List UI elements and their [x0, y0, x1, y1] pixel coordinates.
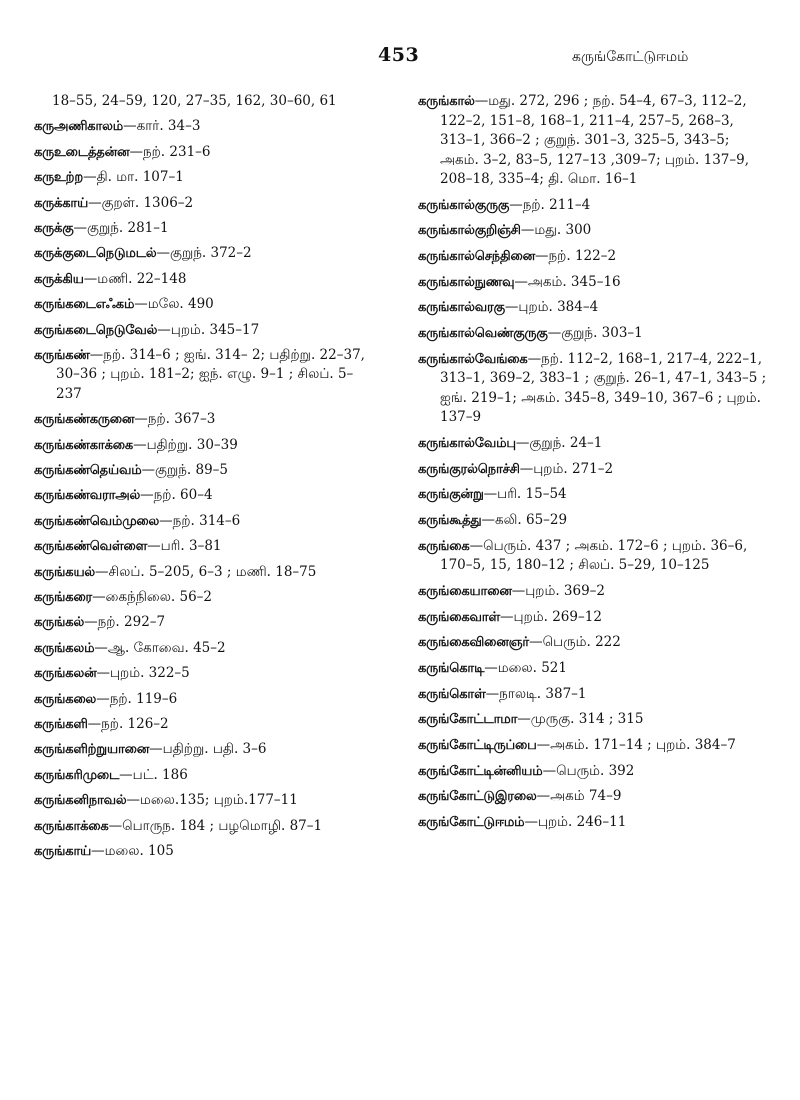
index-entry [418, 537, 768, 576]
entry-separator: — [126, 792, 141, 809]
entry-headword: கருங்கோட்டிருப்பை [418, 738, 537, 754]
entry-references: பொருந. 184 ; பழமொழி. 87–1 [122, 817, 323, 834]
index-entry [34, 791, 374, 811]
entry-references: மலை.135; புறம்.177–11 [140, 792, 298, 809]
entry-headword: கருங்காக்கை [34, 818, 109, 834]
entry-headword: கருங்கால்வரகு [418, 300, 505, 316]
index-entry [418, 633, 768, 653]
entry-headword: கருங்கைவினைஞர் [418, 635, 530, 651]
entry-separator: — [156, 245, 171, 262]
entry-separator: — [536, 788, 551, 805]
index-entry [34, 168, 374, 188]
index-entry [34, 537, 374, 557]
entry-separator: — [134, 296, 148, 313]
entry-references: புறம். 369–2 [525, 582, 606, 599]
entry-references: பெரும். 392 [556, 762, 635, 779]
entry-headword: கருங்கால்செந்தினை [418, 249, 536, 265]
entry-headword: கருஉடைத்தன்ன [34, 144, 130, 160]
index-entry [34, 740, 374, 760]
entry-headword: கருங்காய் [34, 843, 92, 859]
entry-headword: கருங்கொள் [418, 686, 486, 702]
entry-separator: — [547, 325, 562, 342]
entry-headword: கருங்குரல்நொச்சி [418, 461, 520, 477]
entry-separator: — [133, 436, 147, 453]
entry-headword: கருங்கை [418, 538, 470, 554]
entry-references: தி. மா. 107–1 [96, 169, 184, 186]
entry-references: அகம் 74–9 [550, 788, 622, 805]
index-entry [418, 485, 768, 505]
entry-separator: — [96, 690, 110, 707]
entry-separator: — [484, 660, 498, 676]
entry-references: கலி. 65–29 [495, 512, 568, 529]
entry-separator: — [524, 814, 538, 831]
entry-references: மலை. 521 [497, 660, 567, 676]
entry-headword: கருங்கலன் [34, 666, 97, 682]
entry-separator: — [469, 537, 484, 554]
entry-separator: — [73, 219, 88, 236]
index-entry [34, 588, 374, 608]
entry-headword: கருக்காய் [34, 195, 89, 211]
entry-references: பெரும். 437 ; அகம். 172–6 ; புறம். 36–6, 170–5, 15, 180–12 ; சிலப். 5–29, 10–125 [440, 537, 748, 574]
entry-references: நற். 211–4 [522, 196, 591, 213]
entry-separator: — [123, 118, 137, 135]
entry-references: நற். 112–2, 168–1, 217–4, 222–1, 313–1, 369–2, 383–1 ; குறுந். 26–1, 47–1, 343–5 ; ஐங். 219–1; அகம். 345–8, 349–10, 367–6 ; புறம். 137–9 [440, 350, 767, 426]
entry-references: பதிற்று. பதி. 3–6 [162, 741, 267, 758]
page-number: 453 [378, 44, 420, 66]
entry-headword: கருங்கலை [34, 691, 97, 707]
entry-separator: — [87, 715, 102, 732]
entry-separator: — [474, 93, 489, 109]
entry-headword: கருங்கண்வராஅல் [34, 488, 141, 504]
right-entry-list [418, 92, 768, 833]
entry-headword: கருங்கரிமுடை [34, 767, 120, 783]
entry-headword: கருங்கனிநாவல் [34, 793, 127, 809]
entry-references: குறுந். 24–1 [529, 435, 603, 451]
entry-headword: கருங்கைவாள் [418, 609, 501, 625]
entry-headword: கருங்கண்வெள்ளை [34, 539, 148, 555]
entry-references: நற். 314–6 [172, 512, 241, 529]
entry-separator: — [520, 222, 535, 239]
entry-headword: கருக்கு [34, 220, 74, 236]
entry-references: குறுந். 281–1 [87, 219, 169, 236]
entry-separator: — [514, 273, 528, 290]
entry-headword: கருங்கலம் [34, 640, 95, 656]
index-entry [418, 608, 768, 628]
index-entry [34, 766, 374, 786]
entry-separator: — [511, 582, 526, 599]
entry-separator: — [149, 741, 163, 758]
entry-separator: — [83, 169, 97, 186]
entry-references: புறம். 271–2 [533, 460, 614, 477]
entry-references: மலை. 105 [104, 842, 174, 859]
entry-separator: — [134, 411, 148, 428]
entry-references: குறுந். 372–2 [170, 245, 252, 262]
running-head: கருங்கோட்டுஈமம் [572, 49, 689, 65]
entry-separator: — [141, 462, 156, 479]
entry-separator: — [108, 817, 123, 834]
entry-references: நற். 60–4 [153, 487, 213, 504]
entry-separator: — [485, 685, 500, 702]
left-entry-list [34, 117, 374, 861]
index-entry [418, 92, 768, 190]
entry-separator: — [481, 512, 496, 529]
entry-separator: — [527, 350, 542, 367]
index-entry [34, 244, 374, 264]
entry-references: நாலடி. 387–1 [499, 685, 587, 702]
entry-separator: — [535, 248, 549, 265]
entry-headword: கருங்கால்நுணவு [418, 274, 515, 290]
index-entry [34, 613, 374, 633]
entry-headword: கருங்கூத்து [418, 513, 482, 529]
entry-references: அகம். 345–16 [527, 273, 621, 290]
entry-separator: — [84, 614, 98, 631]
entry-headword: கருங்கோட்டுஈமம் [418, 815, 525, 831]
index-entry [418, 659, 768, 679]
index-entry [418, 685, 768, 705]
entry-headword: கருங்குன்று [418, 487, 484, 503]
entry-separator: — [157, 321, 171, 338]
entry-separator: — [95, 563, 109, 580]
index-entry [34, 690, 374, 710]
index-entry [418, 511, 768, 531]
index-entry [34, 461, 374, 481]
entry-references: புறம். 269–12 [513, 608, 602, 625]
entry-separator: — [88, 194, 102, 211]
entry-headword: கருங்கடைஎஃகம் [34, 297, 135, 313]
index-entry [418, 273, 768, 293]
index-entry [34, 563, 374, 583]
right-column [418, 92, 768, 839]
index-entry [34, 715, 374, 735]
continuation-entry: 18–55, 24–59, 120, 27–35, 162, 30–60, 61 [52, 93, 337, 109]
entry-separator: — [483, 486, 498, 503]
entry-headword: கருஉற்ற [34, 170, 84, 186]
index-entry [34, 295, 374, 315]
entry-headword: கருங்கண்கருனை [34, 412, 135, 428]
index-entry [418, 350, 768, 428]
index-entry [418, 460, 768, 480]
index-entry [34, 143, 374, 163]
entry-separator: — [509, 196, 523, 213]
index-entry [34, 842, 374, 862]
left-column [34, 92, 374, 867]
entry-references: பரி. 15–54 [497, 486, 567, 503]
entry-headword: கருங்கோட்டுஇரலை [418, 789, 537, 805]
entry-references: பரி. 3–81 [160, 538, 222, 555]
entry-references: நற். 292–7 [97, 614, 166, 631]
entry-headword: கருங்கரை [34, 590, 93, 606]
entry-headword: கருங்கையானை [418, 583, 512, 599]
entry-headword: கருங்கொடி [418, 661, 485, 676]
entry-references: அகம். 171–14 ; புறம். 384–7 [550, 737, 736, 754]
entry-headword: கருங்கண்தெய்வம் [34, 463, 142, 479]
index-entry [34, 410, 374, 430]
entry-separator: — [159, 512, 173, 529]
index-entry [34, 117, 374, 137]
entry-separator: — [129, 143, 143, 160]
entry-references: மது. 300 [534, 222, 592, 239]
entry-references: புறம். 384–4 [518, 299, 599, 316]
entry-headword: கருங்கோட்டின்னியம் [418, 763, 543, 779]
entry-separator: — [89, 346, 104, 363]
entry-references: மது. 272, 296 ; நற். 54–4, 67–3, 112–2, 122–2, 151–8, 168–1, 211–4, 257–5, 268–3, 313–1, 366–2 ; குறுந். 301–3, 325–5, 343–5; அகம். 3–2, 83–5, 127–13 ,309–7; புறம். 137–9, 208–18, 335–4; தி. மொ. 16–1 [440, 93, 749, 187]
index-entry [34, 219, 374, 239]
index-entry [418, 298, 768, 318]
entry-references: பெரும். 222 [542, 634, 621, 651]
entry-separator: — [92, 589, 106, 606]
entry-references: சிலப். 5–205, 6–3 ; மணி. 18–75 [108, 563, 317, 580]
entry-separator: — [119, 766, 133, 783]
entry-references: நற். 314–6 ; ஐங். 314– 2; பதிற்று. 22–37, 30–36 ; புறம். 181–2; ஐந். எழு. 9–1 ; சிலப். 5–237 [56, 346, 365, 402]
entry-headword: கருங்கண் [34, 347, 90, 363]
index-entry [34, 321, 374, 341]
index-entry [418, 221, 768, 241]
entry-headword: கருஅணிகாலம் [34, 119, 124, 135]
entry-headword: கருங்கால்குருகு [418, 197, 510, 213]
entry-references: புறம். 246–11 [537, 814, 627, 831]
entry-references: கைந்நிலை. 56–2 [105, 589, 213, 606]
entry-headword: கருங்களிற்றுயானை [34, 742, 150, 758]
entry-separator: — [140, 487, 154, 504]
entry-separator: — [536, 737, 551, 754]
entry-references: குறுந். 89–5 [155, 462, 229, 479]
entry-references: மணி. 22–148 [97, 270, 187, 287]
entry-headword: கருக்கிய [34, 271, 84, 287]
index-entry [34, 486, 374, 506]
entry-references: புறம். 322–5 [109, 665, 190, 682]
entry-headword: கருங்கால்வேங்கை [418, 351, 528, 367]
index-entry [418, 247, 768, 267]
entry-separator: — [500, 608, 514, 625]
index-entry [34, 270, 374, 290]
entry-headword: கருங்கால்வெண்குருகு [418, 326, 548, 342]
entry-headword: கருங்களி [34, 716, 88, 732]
entry-references: குறள். 1306–2 [101, 194, 194, 211]
entry-references: நற். 231–6 [142, 143, 211, 160]
entry-separator: — [83, 270, 98, 287]
entry-separator: — [147, 538, 161, 555]
entry-references: நற். 367–3 [147, 411, 216, 428]
entry-separator: — [517, 711, 531, 728]
entry-separator: — [94, 639, 108, 656]
index-entry [34, 436, 374, 456]
entry-references: நற். 126–2 [101, 715, 169, 732]
entry-references: நற். 119–6 [109, 690, 178, 707]
entry-headword: கருங்கால்குறிஞ்சி [418, 223, 521, 239]
index-entry [34, 664, 374, 684]
entry-headword: கருங்கயல் [34, 564, 96, 580]
entry-headword: கருங்கால் [418, 94, 475, 109]
entry-references: ஆ. கோவை. 45–2 [107, 639, 226, 656]
entry-headword: கருங்கண்காக்கை [34, 437, 134, 453]
index-entry [34, 346, 374, 405]
entry-separator: — [529, 634, 543, 651]
index-entry [418, 434, 768, 454]
index-entry [418, 813, 768, 833]
entry-references: மலே. 490 [147, 296, 214, 313]
entry-separator: — [519, 460, 534, 477]
index-entry [418, 736, 768, 756]
index-entry [418, 762, 768, 782]
index-entry [418, 787, 768, 807]
entry-references: புறம். 345–17 [170, 321, 260, 338]
entry-headword: கருங்கண்வெம்முலை [34, 513, 160, 529]
index-entry [418, 196, 768, 216]
entry-separator: — [504, 299, 519, 316]
entry-separator: — [96, 665, 110, 682]
entry-references: பட். 186 [132, 766, 188, 783]
entry-separator: — [91, 842, 105, 859]
entry-references: நற். 122–2 [548, 248, 617, 265]
entry-separator: — [515, 435, 530, 451]
index-entry [34, 512, 374, 532]
entry-references: குறுந். 303–1 [561, 325, 643, 342]
entry-headword: கருங்கடைநெடுவேல் [34, 322, 158, 338]
index-entry [418, 710, 768, 730]
entry-separator: — [542, 762, 557, 779]
index-entry [418, 324, 768, 344]
entry-headword: கருங்கல் [34, 615, 85, 631]
entry-references: முருகு. 314 ; 315 [530, 711, 644, 728]
entry-headword: கருக்குடைநெடுமடல் [34, 246, 157, 262]
index-entry [34, 639, 374, 659]
entry-references: பதிற்று. 30–39 [146, 436, 238, 453]
entry-headword: கருங்கால்வேம்பு [418, 436, 516, 451]
index-entry [34, 817, 374, 837]
entry-references: கார். 34–3 [136, 118, 201, 135]
entry-headword: கருங்கோட்டாமா [418, 712, 518, 728]
index-entry [34, 194, 374, 214]
index-entry [418, 582, 768, 602]
